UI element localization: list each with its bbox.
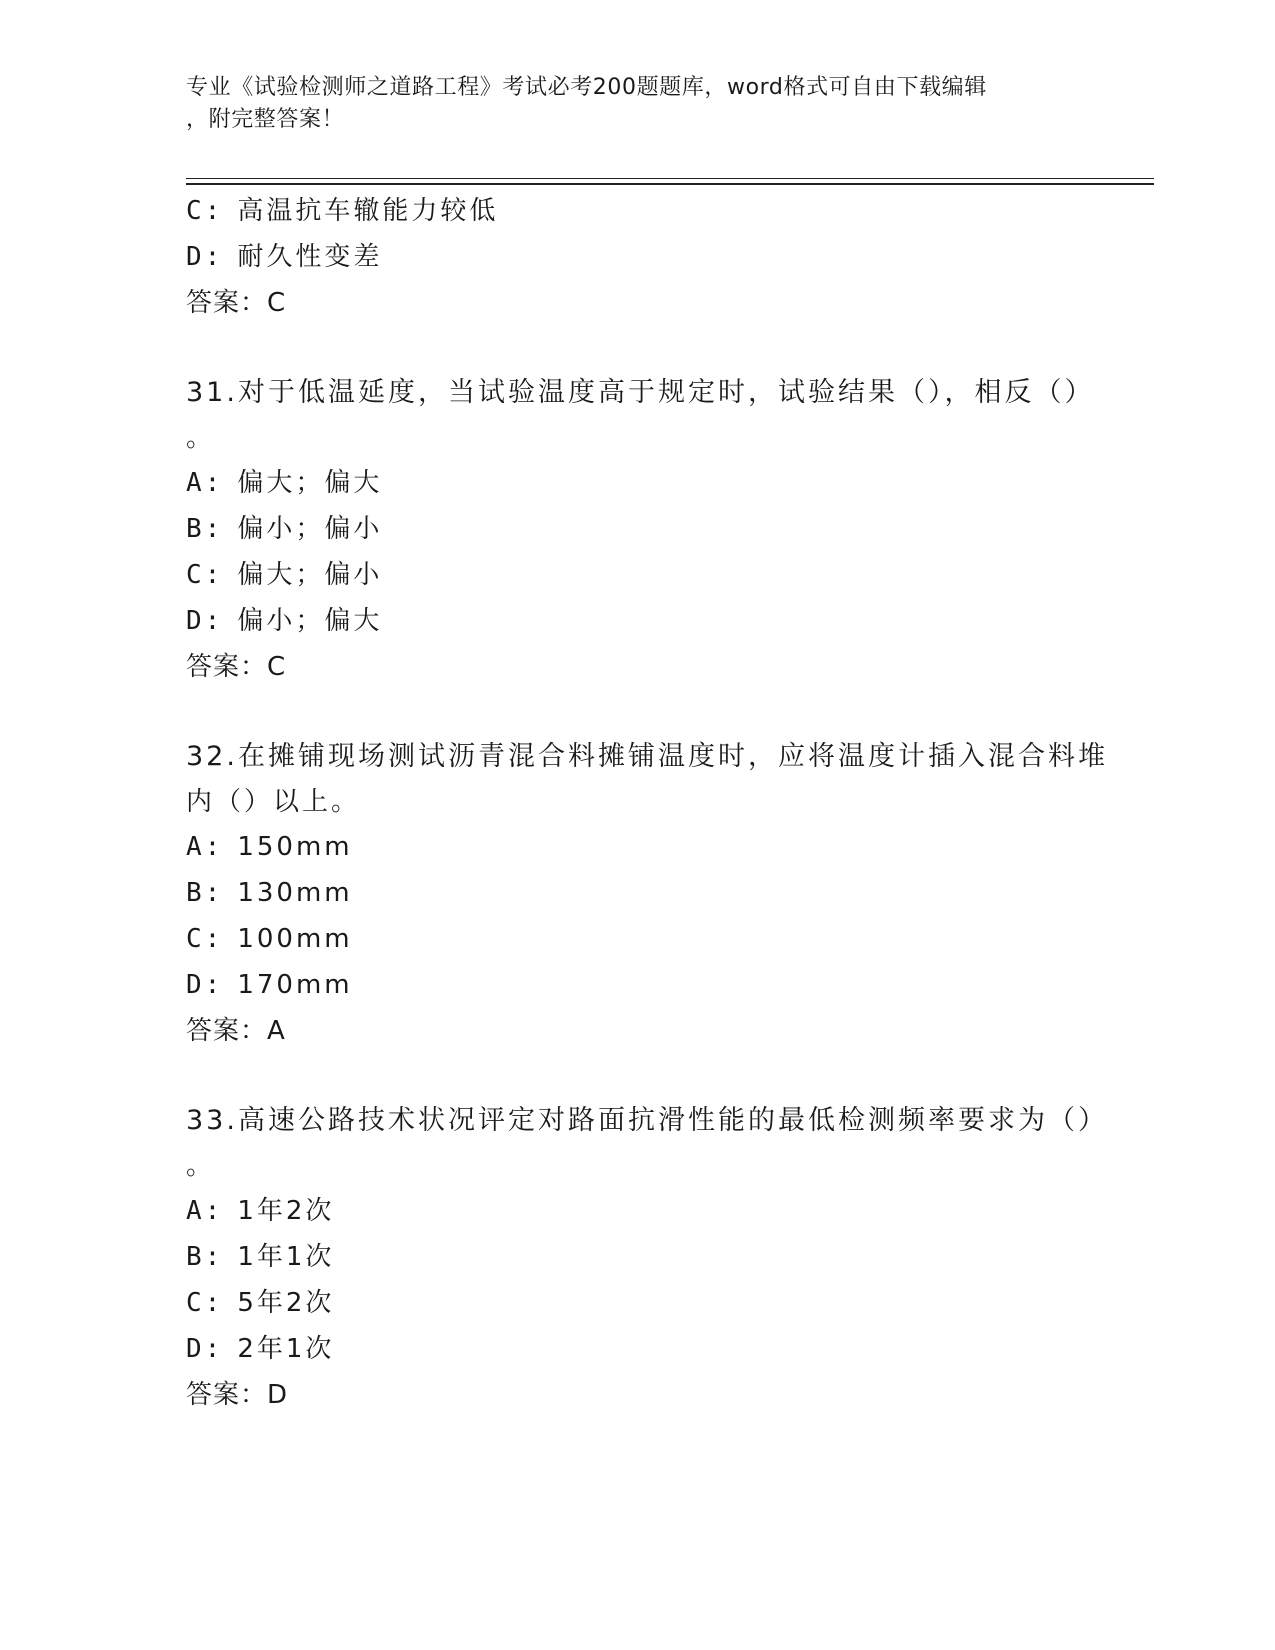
option-item: D: 170mm [186,970,353,1000]
header-divider-thick [186,183,1154,185]
option-item: D: 偏小；偏大 [186,606,383,636]
header-divider-thin [186,178,1154,179]
option-item: C: 偏大；偏小 [186,560,383,590]
question-stem-continuation: 内（）以上。 [186,787,361,817]
question-stem-continuation: 。 [186,1151,216,1181]
question-stem-continuation: 。 [186,423,216,453]
option-item: A: 1年2次 [186,1196,335,1226]
option-item: C: 高温抗车辙能力较低 [186,196,499,226]
header-title-line2: ，附完整答案！ [186,107,345,132]
option-item: C: 5年2次 [186,1288,335,1318]
option-item: B: 1年1次 [186,1242,335,1272]
header-title-line1: 专业《试验检测师之道路工程》考试必考200题题库，word格式可自由下载编辑 [186,75,987,100]
question-stem: 32.在摊铺现场测试沥青混合料摊铺温度时，应将温度计插入混合料堆 [186,741,1108,772]
question-stem: 33.高速公路技术状况评定对路面抗滑性能的最低检测频率要求为（） [186,1105,1108,1136]
answer-line: 答案：A [186,1016,286,1046]
answer-line: 答案：C [186,652,287,682]
question-list [186,188,1108,1418]
option-item: A: 150mm [186,832,353,862]
option-item: D: 2年1次 [186,1334,335,1364]
option-item: B: 偏小；偏小 [186,514,383,544]
answer-line: 答案：C [186,288,287,318]
question-stem: 31.对于低温延度，当试验温度高于规定时，试验结果（），相反（） [186,377,1095,408]
option-item: C: 100mm [186,924,353,954]
answer-line: 答案：D [186,1380,289,1410]
option-item: A: 偏大；偏大 [186,468,383,498]
document-header [186,72,1086,136]
option-item: B: 130mm [186,878,353,908]
option-item: D: 耐久性变差 [186,242,383,272]
